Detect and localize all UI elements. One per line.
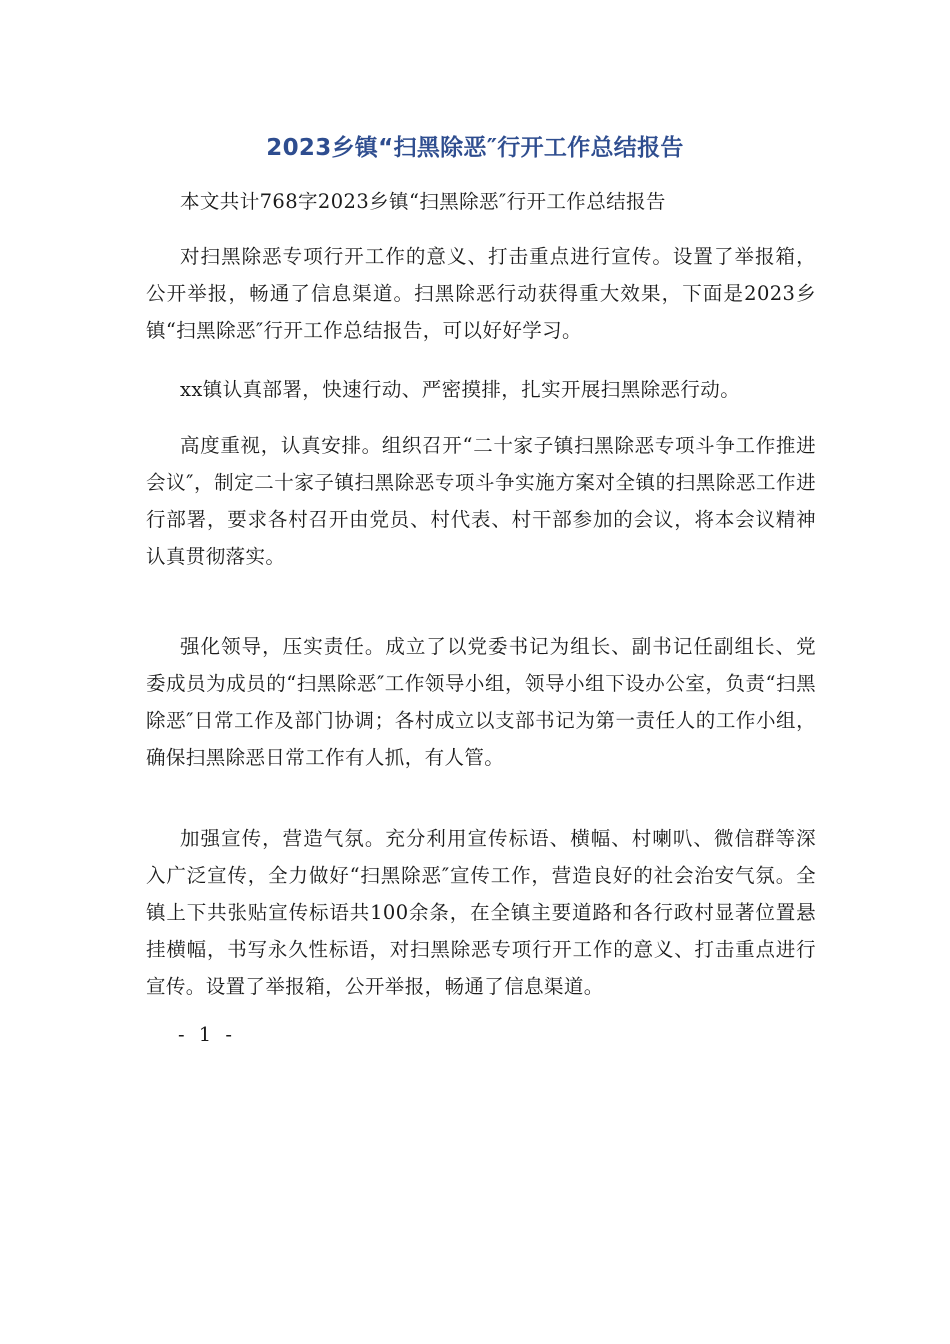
- paragraph-publicity: 加强宣传，营造气氛。充分利用宣传标语、横幅、村喇叭、微信群等深入广泛宣传，全力做好“扫黑除恶″宣传工作，营造良好的社会治安气氛。全镇上下共张贴宣传标语共100余条，在全镇主要道路和各行政村显著位置悬挂横幅，书写永久性标语，对扫黑除恶专项行开工作的意义、打击重点进行宣传。设置了举报箱，公开举报，畅通了信息渠道。: [146, 827, 816, 998]
- paragraph-word-count: 本文共计768字2023乡镇“扫黑除恶″行开工作总结报告: [180, 190, 666, 213]
- paragraph-leadership: 强化领导，压实责任。成立了以党委书记为组长、副书记任副组长、党委成员为成员的“扫黑除恶″工作领导小组，领导小组下设办公室，负责“扫黑除恶″日常工作及部门协调；各村成立以支部书记为第一责任人的工作小组，确保扫黑除恶日常工作有人抓，有人管。: [146, 635, 816, 769]
- document-title: 2023乡镇“扫黑除恶″行开工作总结报告: [266, 135, 684, 161]
- paragraph-deployment: xx镇认真部署，快速行动、严密摸排，扎实开展扫黑除恶行动。: [180, 378, 741, 401]
- page-number: - 1 -: [178, 1023, 236, 1046]
- paragraph-high-attention: 高度重视，认真安排。组织召开“二十家子镇扫黑除恶专项斗争工作推进会议″，制定二十家子镇扫黑除恶专项斗争实施方案对全镇的扫黑除恶工作进行部署，要求各村召开由党员、村代表、村干部参加的会议，将本会议精神认真贯彻落实。: [146, 434, 816, 568]
- paragraph-intro: 对扫黑除恶专项行开工作的意义、打击重点进行宣传。设置了举报箱，公开举报，畅通了信息渠道。扫黑除恶行动获得重大效果，下面是2023乡镇“扫黑除恶″行开工作总结报告，可以好好学习。: [146, 245, 816, 342]
